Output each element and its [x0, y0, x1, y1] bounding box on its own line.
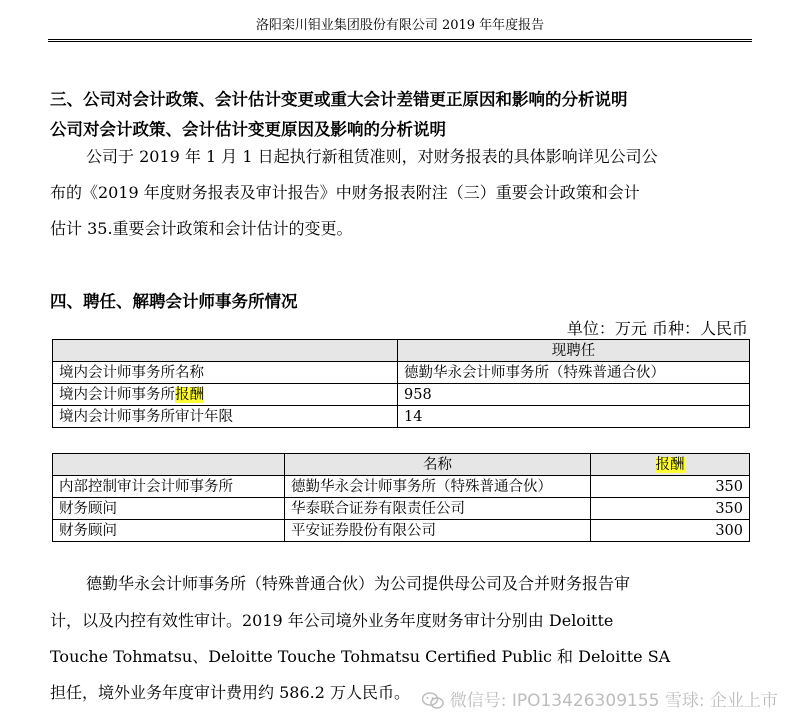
table-cell: 华泰联合证券有限责任公司: [285, 498, 591, 520]
table-cell: 德勤华永会计师事务所（特殊普通合伙）: [285, 476, 591, 498]
table-cell: 内部控制审计会计师事务所: [53, 476, 285, 498]
table-header-row: [53, 340, 750, 362]
watermark-text: 微信号: IPO13426309155 雪球: 企业上市: [449, 691, 778, 711]
highlighted-text: 报酬: [175, 386, 204, 403]
table-header-row: [53, 454, 750, 476]
unit-note: 单位：万元 币种：人民币: [566, 319, 748, 338]
highlighted-text: 报酬: [655, 456, 685, 473]
table-cell: 350: [591, 476, 750, 498]
table-header-cell: 名称: [285, 454, 591, 476]
section-3-line-3: 估计 35.重要会计政策和会计估计的变更。: [50, 219, 353, 238]
table-cell: [53, 384, 398, 406]
page-header: 洛阳栾川钼业集团股份有限公司 2019 年年度报告: [48, 14, 752, 42]
table-row: [53, 498, 750, 520]
table-row: [53, 384, 750, 406]
table-cell: 14: [398, 406, 750, 428]
auditor-table: [52, 339, 750, 428]
table-header-cell: [591, 454, 750, 476]
section-3-line-1: 公司于 2019 年 1 月 1 日起执行新租赁准则，对财务报表的具体影响详见公司公: [86, 147, 658, 166]
table-cell: 境内会计师事务所审计年限: [53, 406, 398, 428]
watermark: [422, 686, 778, 711]
table-header-cell: [53, 454, 285, 476]
section-3-line-2: 布的《2019 年度财务报表及审计报告》中财务报表附注（三）重要会计政策和会计: [50, 183, 640, 202]
wechat-icon: [422, 692, 444, 710]
section-4-line-2: 计，以及内控有效性审计。2019 年公司境外业务年度财务审计分别由 Deloitte: [50, 611, 614, 630]
table-cell: 300: [591, 520, 750, 542]
table-cell: 德勤华永会计师事务所（特殊普通合伙）: [398, 362, 750, 384]
table-row: [53, 520, 750, 542]
section-3-heading: 三、公司对会计政策、会计估计变更或重大会计差错更正原因和影响的分析说明: [50, 90, 628, 109]
section-4-line-3: Touche Tohmatsu、Deloitte Touche Tohmatsu Certified Public 和 Deloitte SA: [50, 647, 671, 666]
table-cell: 958: [398, 384, 750, 406]
table-row: [53, 476, 750, 498]
label-text: 境内会计师事务所: [59, 386, 175, 403]
table-cell: 财务顾问: [53, 520, 285, 542]
section-4-line-1: 德勤华永会计师事务所（特殊普通合伙）为公司提供母公司及合并财务报告审: [86, 574, 631, 593]
table-header-cell: 现聘任: [398, 340, 750, 362]
table-row: [53, 406, 750, 428]
advisor-table: [52, 453, 750, 542]
table-cell: 350: [591, 498, 750, 520]
table-row: [53, 362, 750, 384]
table-header-cell: [53, 340, 398, 362]
table-cell: 财务顾问: [53, 498, 285, 520]
section-4-heading: 四、聘任、解聘会计师事务所情况: [50, 292, 298, 311]
section-3-subheading: 公司对会计政策、会计估计变更原因及影响的分析说明: [50, 120, 446, 139]
table-cell: 平安证券股份有限公司: [285, 520, 591, 542]
table-cell: 境内会计师事务所名称: [53, 362, 398, 384]
section-4-line-4: 担任，境外业务年度审计费用约 586.2 万人民币。: [50, 683, 410, 702]
